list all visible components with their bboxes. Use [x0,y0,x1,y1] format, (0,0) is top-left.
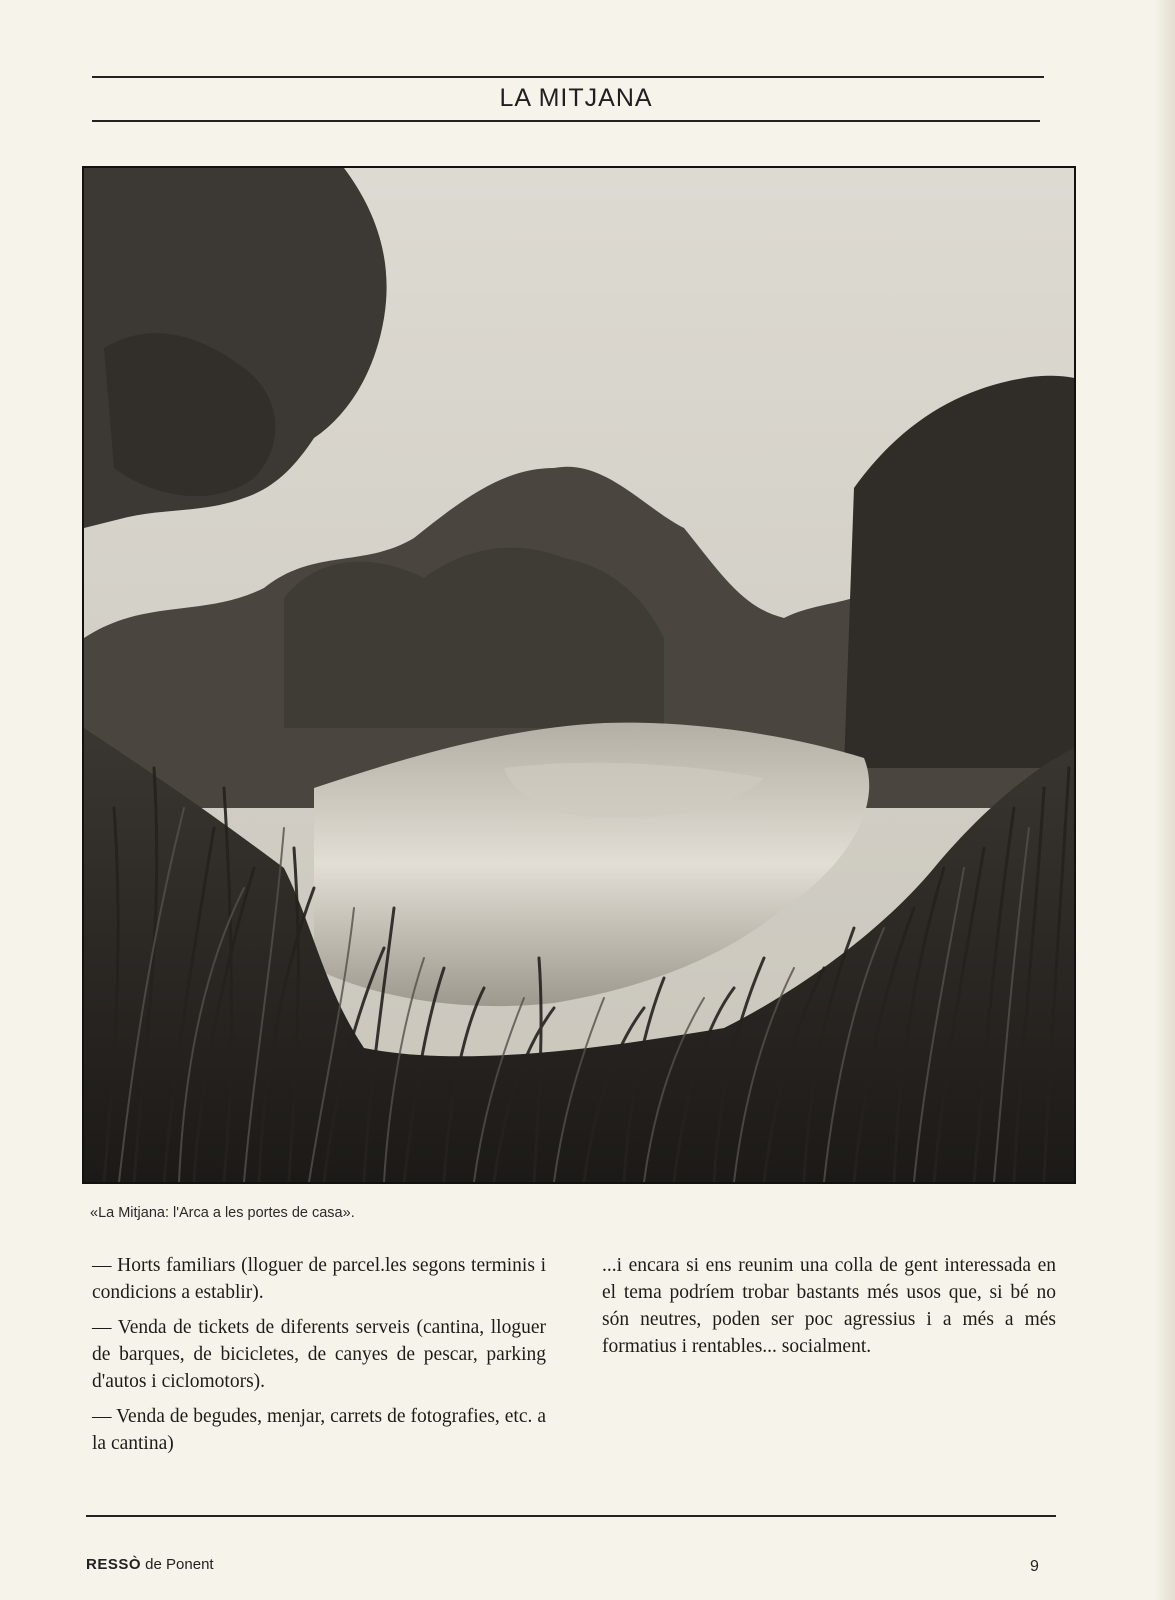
publication-brand: RESSÒ [86,1556,142,1573]
publication-name [86,1556,214,1573]
list-item: — Horts familiars (lloguer de parcel.les segons terminis i condicions a establir). [92,1255,546,1303]
page-title: LA MITJANA [499,84,653,112]
page-number: 9 [1030,1558,1039,1575]
list-item: — Venda de begudes, menjar, carrets de fotografies, etc. a la cantina) [92,1406,546,1454]
photo-caption: «La Mitjana: l'Arca a les portes de casa». [90,1205,355,1221]
scan-edge [1155,0,1175,1600]
photo-illustration [84,168,1074,1182]
footer-rule [86,1515,1056,1517]
paragraph: ...i encara si ens reunim una colla de gent interessada en el tema podríem trobar bastants més usos que, si bé no són neutres, poden ser poc agressius i a més a més formatius i rentables... socialment. [602,1255,1056,1357]
header-top-rule [92,76,1044,78]
landscape-photo [82,166,1076,1184]
right-text-column [602,1252,1056,1368]
header-bottom-rule [92,120,1040,122]
left-text-column [92,1252,546,1465]
publication-suffix: de Ponent [141,1556,214,1573]
list-item: — Venda de tickets de diferents serveis (cantina, lloguer de barques, de bicicletes, de canyes de pescar, parking d'autos i ciclomotors). [92,1317,546,1392]
